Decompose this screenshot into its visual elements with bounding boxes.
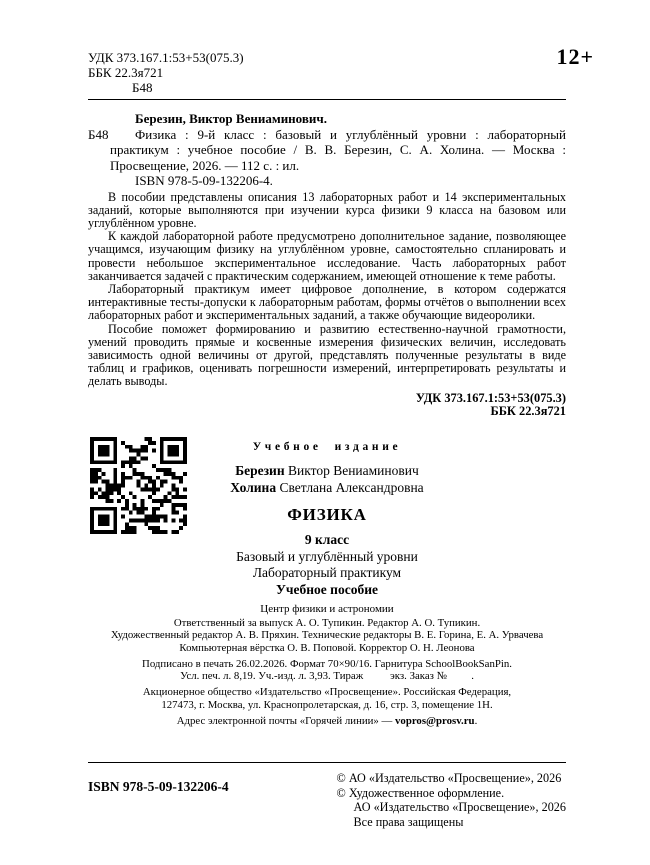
udk-number: УДК 373.167.1:53+53(075.3) bbox=[88, 50, 244, 65]
imprint-author-2 bbox=[88, 480, 566, 497]
age-rating-badge: 12+ bbox=[556, 44, 594, 69]
hotline-email: vopros@prosv.ru bbox=[395, 715, 475, 728]
copyright-line: Все права защищены bbox=[353, 814, 464, 829]
udk-number-right: УДК 373.167.1:53+53(075.3) bbox=[415, 390, 566, 405]
author-surname: Холина bbox=[230, 479, 277, 495]
annotation-paragraph: Лабораторный практикум имеет цифровое дополнение, в котором содержатся интерактивные тесты-допуски к лабораторным работам, формы отчётов о выполнении всех лабораторных работ и экспериментальных заданий, а также обучающие видеоролики. bbox=[88, 281, 566, 323]
edition-type-label: Учебное издание bbox=[252, 441, 402, 453]
bib-description: Физика : 9-й класс : базовый и углублённый уровни : лабораторный практикум : учебное пособие / В. В. Березин, С. А. Холина. — Москва : Просвещение, 2026. — 112 с. : ил. bbox=[110, 126, 566, 173]
subtitle-levels: Базовый и углублённый уровни bbox=[236, 548, 418, 564]
staff-block bbox=[88, 617, 566, 654]
annotation-block bbox=[88, 191, 566, 389]
hotline-email-prefix: Адрес электронной почты «Горячей линии» — bbox=[176, 715, 396, 728]
print-line: Подписано в печать 26.02.2026. Формат 70×90/16. Гарнитура SchoolBookSanPin. bbox=[142, 657, 512, 670]
copyright-line: © Художественное оформление. bbox=[336, 785, 505, 800]
publisher-address-block bbox=[88, 686, 566, 711]
staff-line: Компьютерная вёрстка О. В. Поповой. Корректор О. Н. Леонова bbox=[179, 641, 475, 654]
staff-line: Ответственный за выпуск А. О. Тупикин. Редактор А. О. Тупикин. bbox=[173, 617, 481, 629]
department-line: Центр физики и астрономии bbox=[260, 603, 394, 615]
copyright-line: АО «Издательство «Просвещение», 2026 bbox=[353, 800, 566, 815]
annotation-paragraph: Пособие поможет формированию и развитию естественно-научной грамотности, умений проводить прямые и косвенные измерения физических величин, исследовать зависимость одной величины от другой, представлять полученные результаты в виде таблиц и графиков, оценивать погрешности измерений, интерпретировать результаты и делать выводы. bbox=[88, 321, 566, 389]
classification-block bbox=[88, 50, 244, 95]
print-data-block bbox=[88, 658, 566, 683]
address-line: Акционерное общество «Издательство «Просвещение». Российская Федерация, bbox=[142, 686, 512, 699]
footer-block bbox=[88, 771, 566, 829]
book-title: ФИЗИКА bbox=[287, 505, 367, 524]
bottom-divider bbox=[88, 762, 566, 763]
annotation-paragraph: В пособии представлены описания 13 лабораторных работ и 14 экспериментальных заданий, которые выполняются при изучении курса физики 9 класса на базовом или углублённом уровне. bbox=[88, 189, 566, 230]
copyright-line: © АО «Издательство «Просвещение», 2026 bbox=[336, 771, 562, 785]
author-given-names: Светлана Александровна bbox=[276, 479, 424, 495]
subtitle-practicum: Лабораторный практикум bbox=[252, 565, 402, 580]
author-given-names: Виктор Вениаминович bbox=[284, 463, 419, 478]
annotation-paragraph: К каждой лабораторной работе предусмотрено дополнительное задание, позволяющее учащимся, изучающим физику на углублённом уровне, самостоятельно спланировать и провести небольшое экспериментальное исследование. Часть лабораторных работ заканчивается задачей с практическим содержанием, имеющей отношение к теме работы. bbox=[88, 229, 566, 283]
bib-author-heading: Березин, Виктор Вениаминович. bbox=[135, 111, 327, 126]
bbk-number-right: ББК 22.3я721 bbox=[490, 404, 566, 419]
bib-entry bbox=[88, 111, 566, 189]
bib-author-sign: Б48 bbox=[88, 126, 109, 142]
classification-right-block bbox=[88, 392, 566, 420]
imprint-author-1 bbox=[88, 463, 566, 480]
main-content bbox=[88, 111, 566, 419]
hotline-email-line bbox=[88, 715, 566, 727]
bbk-number: ББК 22.3я721 bbox=[88, 65, 164, 80]
grade-line: 9 класс bbox=[304, 532, 350, 547]
subtitle-edition-kind: Учебное пособие bbox=[276, 581, 378, 597]
footer-isbn: ISBN 978-5-09-132206-4 bbox=[88, 779, 229, 794]
bib-isbn: ISBN 978-5-09-132206-4. bbox=[135, 173, 273, 188]
author-surname: Березин bbox=[235, 463, 285, 478]
address-line: 127473, г. Москва, ул. Краснопролетарская, д. 16, стр. 3, помещение 1Н. bbox=[161, 698, 493, 711]
print-line: Усл. печ. л. 8,19. Уч.-изд. л. 3,93. Тираж экз. Заказ № . bbox=[180, 670, 474, 683]
imprint-block bbox=[88, 441, 566, 727]
hotline-email-suffix: . bbox=[474, 715, 478, 728]
author-sign: Б48 bbox=[132, 80, 153, 95]
top-divider bbox=[88, 99, 566, 100]
copyright-block bbox=[337, 771, 566, 829]
staff-line: Художественный редактор А. В. Пряхин. Технические редакторы В. Е. Горина, Е. А. Урвачева bbox=[110, 629, 544, 642]
bibliographic-record bbox=[88, 111, 566, 189]
